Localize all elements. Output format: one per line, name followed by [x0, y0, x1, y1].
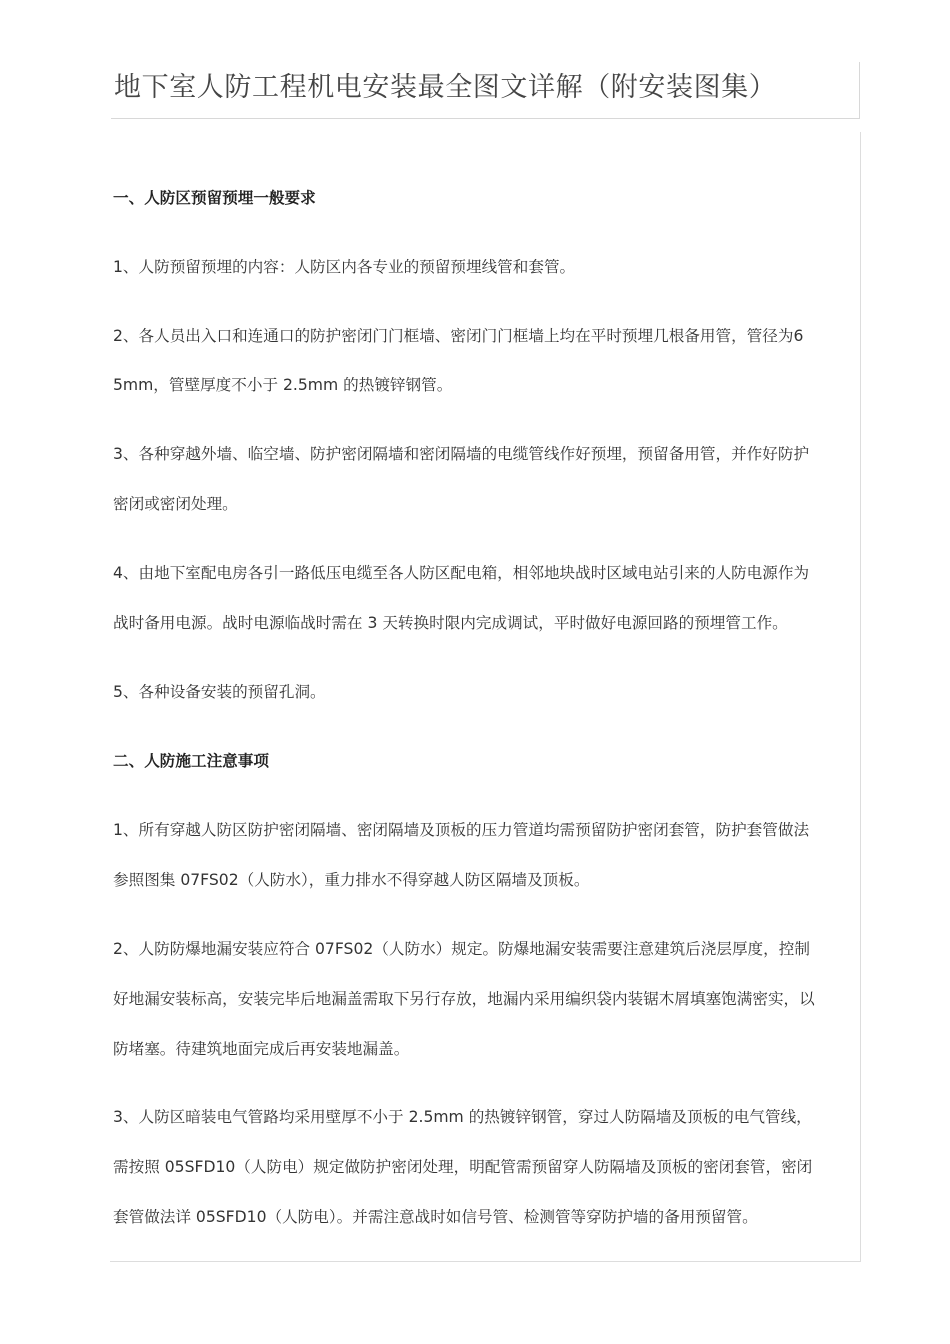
paragraph-1-1: 1、人防预留预埋的内容：人防区内各专业的预留预埋线管和套管。 — [113, 258, 576, 276]
paragraph-2-3-line-2: 需按照 05SFD10（人防电）规定做防护密闭处理，明配管需预留穿人防隔墙及顶板的密闭套管，密闭 — [113, 1158, 813, 1176]
paragraph-1-3-line-2: 密闭或密闭处理。 — [113, 495, 238, 513]
paragraph-1-4-line-2: 战时备用电源。战时电源临战时需在 3 天转换时限内完成调试，平时做好电源回路的预埋管工作。 — [113, 614, 788, 632]
paragraph-1-2-line-1: 2、各人员出入口和连通口的防护密闭门门框墙、密闭门门框墙上均在平时预埋几根备用管，管径为6 — [113, 327, 804, 345]
paragraph-1-3-line-1: 3、各种穿越外墙、临空墙、防护密闭隔墙和密闭隔墙的电缆管线作好预埋，预留备用管，并作好防护 — [113, 445, 810, 463]
paragraph-1-2-line-2: 5mm，管壁厚度不小于 2.5mm 的热镀锌钢管。 — [113, 376, 453, 394]
section-heading-2: 二、人防施工注意事项 — [113, 752, 269, 770]
paragraph-2-3-line-1: 3、人防区暗装电气管路均采用壁厚不小于 2.5mm 的热镀锌钢管，穿过人防隔墙及顶板的电气管线， — [113, 1108, 812, 1126]
article-title: 地下室人防工程机电安装最全图文详解（附安装图集） — [114, 72, 777, 103]
article-title-box — [111, 62, 860, 119]
paragraph-2-2-line-2: 好地漏安装标高，安装完毕后地漏盖需取下另行存放，地漏内采用编织袋内装锯木屑填塞饱满密实，以 — [113, 990, 815, 1008]
paragraph-2-1-line-2: 参照图集 07FS02（人防水），重力排水不得穿越人防区隔墙及顶板。 — [113, 871, 590, 889]
paragraph-1-4-line-1: 4、由地下室配电房各引一路低压电缆至各人防区配电箱，相邻地块战时区域电站引来的人防电源作为 — [113, 564, 810, 582]
paragraph-2-1-line-1: 1、所有穿越人防区防护密闭隔墙、密闭隔墙及顶板的压力管道均需预留防护密闭套管，防护套管做法 — [113, 821, 810, 839]
section-heading-1: 一、人防区预留预埋一般要求 — [113, 189, 316, 207]
paragraph-2-2-line-3: 防堵塞。待建筑地面完成后再安装地漏盖。 — [113, 1040, 410, 1058]
paragraph-1-5: 5、各种设备安装的预留孔洞。 — [113, 683, 326, 701]
paragraph-2-2-line-1: 2、人防防爆地漏安装应符合 07FS02（人防水）规定。防爆地漏安装需要注意建筑后浇层厚度，控制 — [113, 940, 810, 958]
paragraph-2-3-line-3: 套管做法详 05SFD10（人防电）。并需注意战时如信号管、检测管等穿防护墙的备用预留管。 — [113, 1208, 758, 1226]
